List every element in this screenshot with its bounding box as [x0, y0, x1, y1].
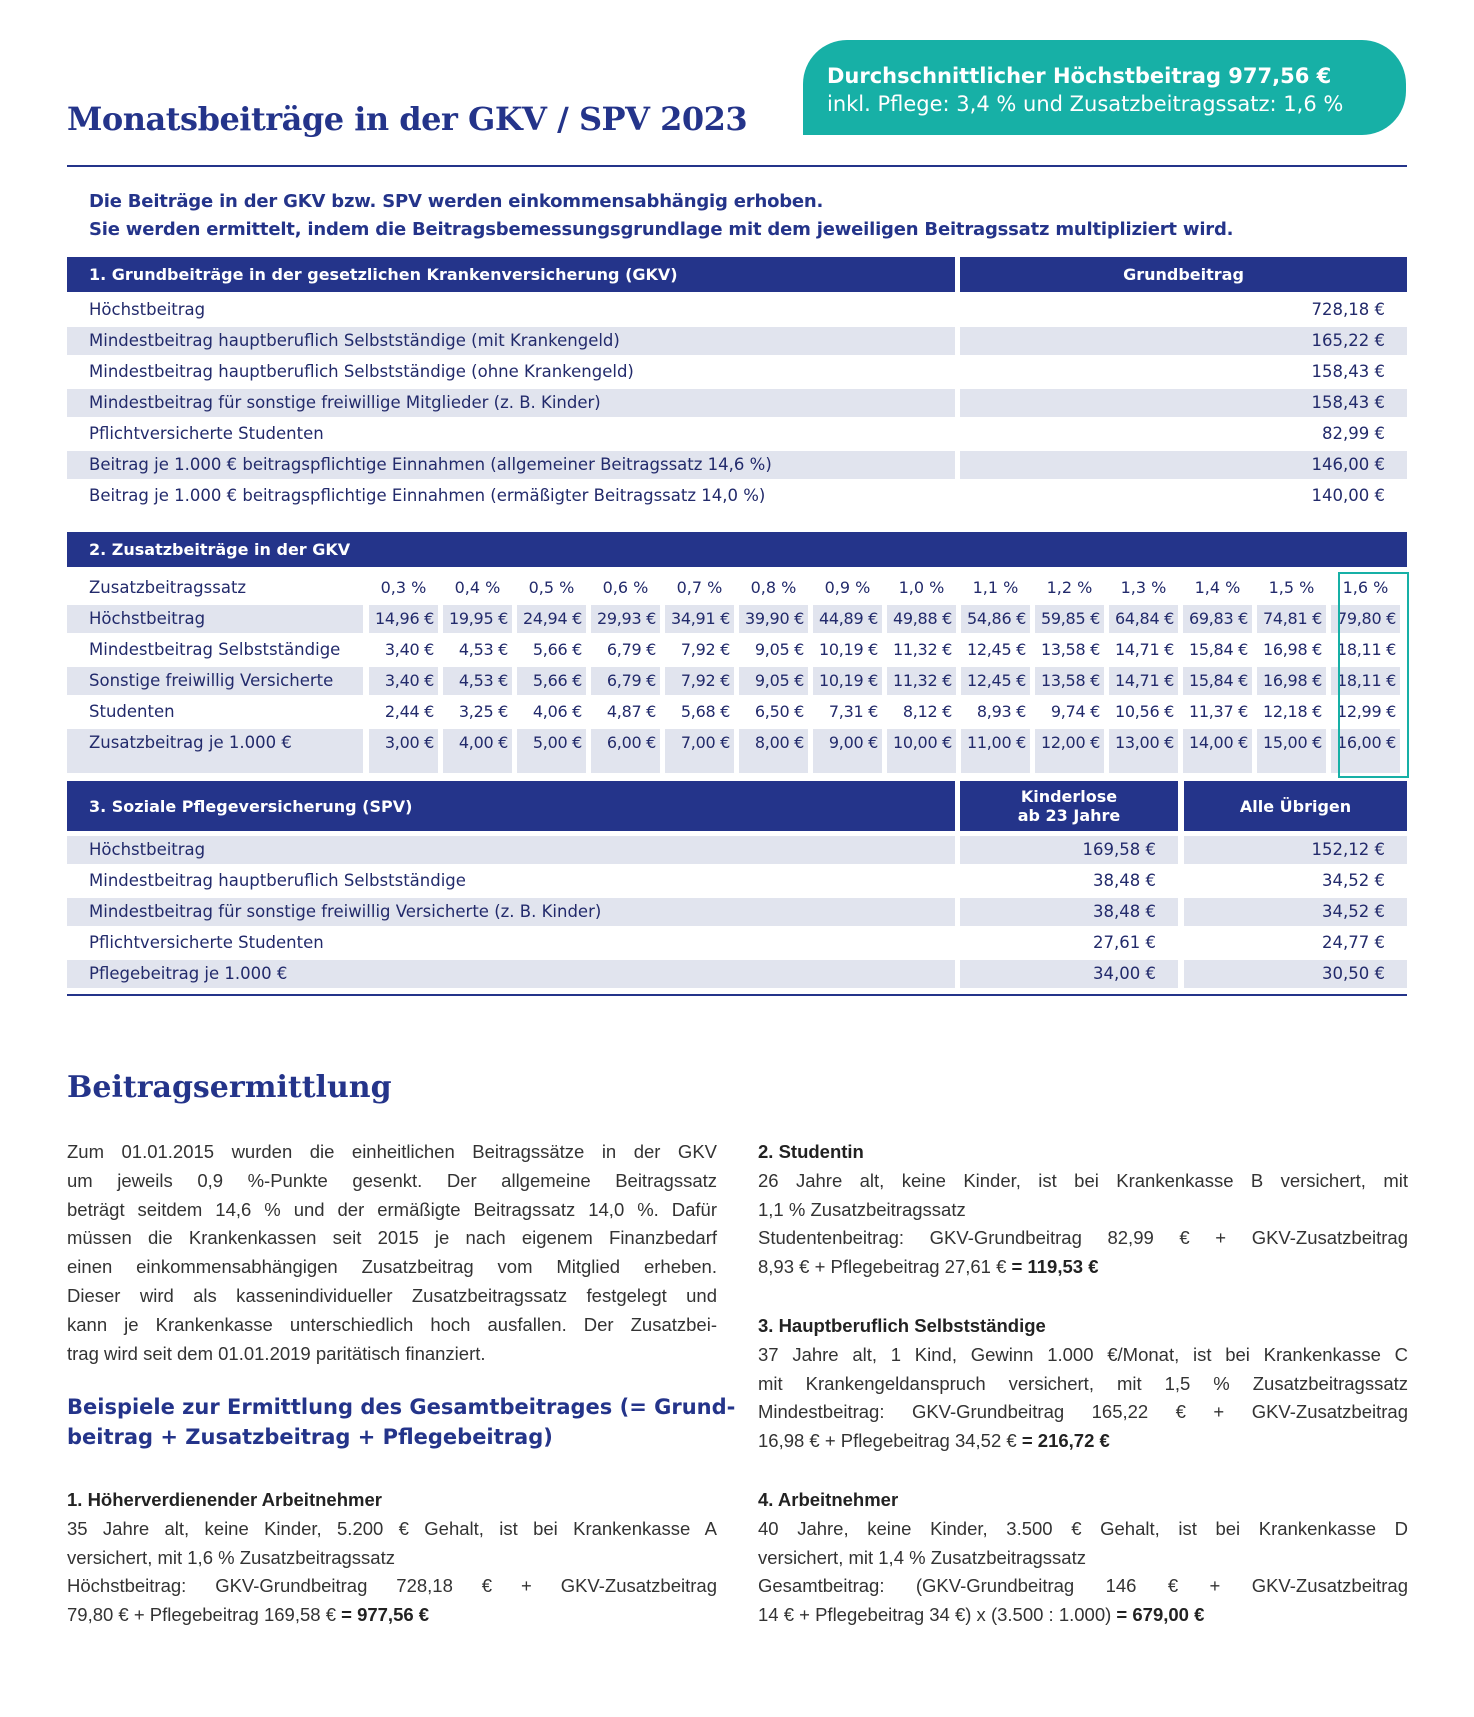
- table2-value-cell: 4,00 €: [443, 729, 512, 773]
- table2-row-label: Mindestbeitrag Selbstständige: [89, 640, 341, 659]
- table2-rate-cell: 1,1 %: [972, 578, 1019, 597]
- table2-value-cell: 19,95 €: [443, 605, 512, 633]
- table3-row-value-childless: 38,48 €: [1093, 871, 1156, 890]
- table2-rate-cell: 1,2 %: [1046, 578, 1093, 597]
- table1-row-label: Mindestbeitrag für sonstige freiwillige Mitglieder (z. B. Kinder): [67, 389, 955, 417]
- example-line: 37 Jahre alt, 1 Kind, Gewinn 1.000 €/Monat, ist bei Krankenkasse C: [758, 1343, 1408, 1365]
- table2-rate-cell: 0,6 %: [602, 578, 649, 597]
- table1-col-heading: Grundbeitrag: [960, 257, 1407, 292]
- table2-rate-cell: 1,3 %: [1120, 578, 1167, 597]
- badge-line-1: Durchschnittlicher Höchstbeitrag 977,56 €: [827, 64, 1332, 88]
- table2-value-cell: 3,40 €: [384, 640, 434, 659]
- paragraph-line: kann je Krankenkasse unterschiedlich hoch ausfallen. Der Zusatzbei-: [67, 1313, 717, 1335]
- table2-value-cell: 14,96 €: [369, 605, 438, 633]
- table2-rate-cell: 0,7 %: [676, 578, 723, 597]
- table1-row-value: 82,99 €: [1322, 424, 1385, 443]
- table3-col1-heading-line2: ab 23 Jahre: [1017, 806, 1121, 825]
- table1-row-value: 146,00 €: [960, 451, 1407, 479]
- table2-value-cell: 6,79 €: [591, 667, 660, 695]
- table2-value-cell: 11,37 €: [1189, 702, 1248, 721]
- example-title: 4. Arbeitnehmer: [758, 1489, 899, 1510]
- table3-col2-heading: Alle Übrigen: [1184, 781, 1407, 831]
- table2-value-cell: 6,00 €: [591, 729, 660, 773]
- table3-row-value-childless: 38,48 €: [960, 898, 1178, 926]
- examples-heading: [67, 1392, 735, 1452]
- example-total: = 216,72 €: [1021, 1430, 1110, 1452]
- table1-row-value: 158,43 €: [1311, 362, 1385, 381]
- paragraph-line: Zum 01.01.2015 wurden die einheitlichen Beitragssätze in der GKV: [67, 1141, 717, 1162]
- table2-value-cell: 8,00 €: [739, 729, 808, 773]
- example-line: Gesamtbeitrag: (GKV-Grundbeitrag 146 € + GKV-Zusatzbeitrag: [758, 1575, 1408, 1597]
- table2-value-cell: 14,71 €: [1109, 667, 1178, 695]
- table3-col1-heading: [960, 781, 1178, 831]
- table1-row-value: 728,18 €: [1311, 300, 1385, 319]
- tables-bottom-divider: [67, 994, 1407, 996]
- table2-value-cell: 8,93 €: [976, 702, 1026, 721]
- table1-row-value: 158,43 €: [960, 389, 1407, 417]
- table2-rate-cell: 0,3 %: [380, 578, 427, 597]
- table2-value-cell: 18,11 €: [1331, 667, 1400, 695]
- paragraph-line: um jeweils 0,9 %-Punkte gesenkt. Der allgemeine Beitragssatz: [67, 1169, 717, 1191]
- example-total: = 679,00 €: [1116, 1604, 1205, 1626]
- table2-value-cell: 12,99 €: [1337, 702, 1396, 721]
- table2-heading: 2. Zusatzbeiträge in der GKV: [67, 532, 1407, 567]
- table2-rate-cell: 1,0 %: [898, 578, 945, 597]
- table2-value-cell: 14,00 €: [1183, 729, 1252, 773]
- table2-value-cell: 6,79 €: [606, 640, 656, 659]
- table2-value-cell: 11,00 €: [961, 729, 1030, 773]
- example-line: Mindestbeitrag: GKV-Grundbeitrag 165,22 € + GKV-Zusatzbeitrag: [758, 1401, 1408, 1423]
- table2-value-cell: 14,71 €: [1115, 640, 1174, 659]
- example-line: 8,93 € + Pflegebeitrag 27,61 €: [758, 1256, 1012, 1278]
- table3-row-value-others: 152,12 €: [1184, 836, 1407, 864]
- section-title: Beitragsermittlung: [67, 1070, 392, 1105]
- table2-value-cell: 3,40 €: [369, 667, 438, 695]
- table2-value-cell: 3,25 €: [458, 702, 508, 721]
- table1-heading: 1. Grundbeiträge in der gesetzlichen Krankenversicherung (GKV): [67, 257, 955, 292]
- table2-value-cell: 6,50 €: [754, 702, 804, 721]
- table2-value-cell: 9,74 €: [1050, 702, 1100, 721]
- paragraph-line: müssen die Krankenkassen seit 2015 je nach eigenem Finanzbedarf: [67, 1227, 717, 1249]
- table2-value-cell: 10,56 €: [1115, 702, 1174, 721]
- table2-value-cell: 7,31 €: [828, 702, 878, 721]
- table1-row-label: Pflichtversicherte Studenten: [89, 424, 324, 443]
- example-title: 2. Studentin: [758, 1141, 864, 1162]
- table2-rate-cell: 0,9 %: [824, 578, 871, 597]
- example-4: [758, 1486, 1408, 1630]
- example-line: 40 Jahre, keine Kinder, 3.500 € Gehalt, ist bei Krankenkasse D: [758, 1517, 1408, 1539]
- table2-row-label: Studenten: [89, 702, 175, 721]
- example-title: 3. Hauptberuflich Selbstständige: [758, 1315, 1046, 1336]
- table2-value-cell: 11,32 €: [893, 640, 952, 659]
- example-3: [758, 1312, 1408, 1456]
- table1-row-label: Mindestbeitrag hauptberuflich Selbstständige (ohne Krankengeld): [89, 362, 634, 381]
- badge-line-2: inkl. Pflege: 3,4 % und Zusatzbeitragssatz: 1,6 %: [827, 92, 1344, 116]
- table3-row-value-others: 34,52 €: [1322, 871, 1385, 890]
- intro-text: [89, 188, 1233, 244]
- table2-value-cell: 18,11 €: [1337, 640, 1396, 659]
- table2-rate-cell: 0,4 %: [454, 578, 501, 597]
- table3-row-value-others: 30,50 €: [1184, 960, 1407, 988]
- title-divider: [67, 165, 1407, 167]
- table2-value-cell: 8,12 €: [902, 702, 952, 721]
- table2-value-cell: 2,44 €: [384, 702, 434, 721]
- page-title: Monatsbeiträge in der GKV / SPV 2023: [67, 100, 748, 138]
- examples-heading-line-2: beitrag + Zusatzbeitrag + Pflegebeitrag): [67, 1425, 553, 1449]
- table2-rate-cell: 1,5 %: [1268, 578, 1315, 597]
- table2-value-cell: 15,84 €: [1189, 640, 1248, 659]
- example-line: Studentenbeitrag: GKV-Grundbeitrag 82,99 € + GKV-Zusatzbeitrag: [758, 1227, 1408, 1249]
- table2-value-cell: 4,87 €: [606, 702, 656, 721]
- example-line: mit Krankengeldanspruch versichert, mit 1,5 % Zusatzbeitragssatz: [758, 1372, 1408, 1394]
- table2-value-cell: 16,00 €: [1331, 729, 1400, 773]
- table2-value-cell: 34,91 €: [665, 605, 734, 633]
- table2-value-cell: 13,58 €: [1041, 640, 1100, 659]
- table2-value-cell: 4,53 €: [443, 667, 512, 695]
- table3-row-value-childless: 34,00 €: [960, 960, 1178, 988]
- table2-value-cell: 29,93 €: [591, 605, 660, 633]
- table2-row-label: Sonstige freiwillig Versicherte: [67, 667, 363, 695]
- table2-value-cell: 7,00 €: [665, 729, 734, 773]
- table2-rate-cell: 1,4 %: [1194, 578, 1241, 597]
- table3-row-label: Höchstbeitrag: [67, 836, 955, 864]
- table2-value-cell: 12,45 €: [961, 667, 1030, 695]
- example-line: 79,80 € + Pflegebeitrag 169,58 €: [67, 1604, 342, 1626]
- example-line: 35 Jahre alt, keine Kinder, 5.200 € Gehalt, ist bei Krankenkasse A: [67, 1517, 717, 1539]
- table3-row-label: Pflichtversicherte Studenten: [89, 933, 324, 952]
- table1-row-value: 140,00 €: [1311, 486, 1385, 505]
- example-line: 26 Jahre alt, keine Kinder, ist bei Krankenkasse B versichert, mit: [758, 1169, 1408, 1191]
- example-line: versichert, mit 1,4 % Zusatzbeitragssatz: [758, 1546, 1086, 1568]
- table2-value-cell: 16,98 €: [1263, 640, 1322, 659]
- example-2: [758, 1138, 1408, 1282]
- example-line: 14 € + Pflegebeitrag 34 €) x (3.500 : 1.000): [758, 1604, 1117, 1626]
- paragraph-line: einen einkommensabhängigen Zusatzbeitrag vom Mitglied erheben.: [67, 1256, 717, 1278]
- average-max-contribution-badge: [803, 40, 1406, 135]
- table2-value-cell: 3,00 €: [369, 729, 438, 773]
- table2-value-cell: 9,05 €: [739, 667, 808, 695]
- table3-heading: 3. Soziale Pflegeversicherung (SPV): [67, 781, 955, 831]
- table3-row-value-childless: 169,58 €: [960, 836, 1178, 864]
- example-line: versichert, mit 1,6 % Zusatzbeitragssatz: [67, 1546, 395, 1568]
- table2-value-cell: 9,05 €: [754, 640, 804, 659]
- table2-value-cell: 7,92 €: [680, 640, 730, 659]
- table2-value-cell: 4,06 €: [532, 702, 582, 721]
- example-line: 16,98 € + Pflegebeitrag 34,52 €: [758, 1430, 1022, 1452]
- table1-row-label: Mindestbeitrag hauptberuflich Selbstständige (mit Krankengeld): [67, 327, 955, 355]
- table2-value-cell: 54,86 €: [961, 605, 1030, 633]
- example-line: Höchstbeitrag: GKV-Grundbeitrag 728,18 € + GKV-Zusatzbeitrag: [67, 1575, 717, 1597]
- section-paragraph: [67, 1138, 717, 1368]
- table2-value-cell: 13,58 €: [1035, 667, 1104, 695]
- table2-value-cell: 5,00 €: [517, 729, 586, 773]
- table2-value-cell: 4,53 €: [458, 640, 508, 659]
- table2-value-cell: 79,80 €: [1331, 605, 1400, 633]
- intro-line-2: Sie werden ermittelt, indem die Beitragsbemessungsgrundlage mit dem jeweiligen Beitragssatz multipliziert wird.: [89, 219, 1234, 240]
- example-1: [67, 1486, 717, 1630]
- intro-line-1: Die Beiträge in der GKV bzw. SPV werden einkommensabhängig erhoben.: [89, 191, 824, 212]
- table2-value-cell: 12,45 €: [967, 640, 1026, 659]
- table2-value-cell: 69,83 €: [1183, 605, 1252, 633]
- table2-value-cell: 64,84 €: [1109, 605, 1178, 633]
- table2-value-cell: 59,85 €: [1035, 605, 1104, 633]
- paragraph-line: trag wird seit dem 01.01.2019 paritätisch finanziert.: [67, 1342, 486, 1364]
- table2-row-label: Zusatzbeitrag je 1.000 €: [67, 729, 363, 773]
- table2-value-cell: 5,66 €: [517, 667, 586, 695]
- table2-value-cell: 15,00 €: [1257, 729, 1326, 773]
- table3-row-value-others: 34,52 €: [1184, 898, 1407, 926]
- table2-value-cell: 5,66 €: [532, 640, 582, 659]
- examples-heading-line-1: Beispiele zur Ermittlung des Gesamtbeitrages (= Grund-: [67, 1395, 736, 1419]
- table2-rate-cell: 0,5 %: [528, 578, 575, 597]
- paragraph-line: Dieser wird als kassenindividueller Zusatzbeitragssatz festgelegt und: [67, 1284, 717, 1306]
- table2-rate-cell: 0,8 %: [750, 578, 797, 597]
- table2-row-label: Höchstbeitrag: [67, 605, 363, 633]
- table1-row-label: Beitrag je 1.000 € beitragspflichtige Einnahmen (allgemeiner Beitragssatz 14,6 %): [67, 451, 955, 479]
- table3-col1-heading-line1: Kinderlose: [1020, 787, 1118, 806]
- example-total: = 119,53 €: [1011, 1256, 1099, 1278]
- table1-row-label: Höchstbeitrag: [89, 300, 206, 319]
- table2-value-cell: 10,19 €: [819, 640, 878, 659]
- example-total: = 977,56 €: [341, 1604, 430, 1626]
- example-title: 1. Höherverdienender Arbeitnehmer: [67, 1489, 382, 1510]
- table2-value-cell: 24,94 €: [517, 605, 586, 633]
- paragraph-line: beträgt seitdem 14,6 % und der ermäßigte Beitragssatz 14,0 %. Dafür: [67, 1198, 717, 1220]
- table2-value-cell: 10,00 €: [887, 729, 956, 773]
- table3-row-label: Mindestbeitrag hauptberuflich Selbstständige: [89, 871, 466, 890]
- table3-row-value-others: 24,77 €: [1322, 933, 1385, 952]
- table2-value-cell: 5,68 €: [680, 702, 730, 721]
- table3-row-label: Pflegebeitrag je 1.000 €: [67, 960, 955, 988]
- table2-value-cell: 12,00 €: [1035, 729, 1104, 773]
- table2-value-cell: 16,98 €: [1257, 667, 1326, 695]
- table2-value-cell: 11,32 €: [887, 667, 956, 695]
- table3-row-value-childless: 27,61 €: [1093, 933, 1156, 952]
- table2-value-cell: 9,00 €: [813, 729, 882, 773]
- table2-value-cell: 39,90 €: [739, 605, 808, 633]
- table2-value-cell: 12,18 €: [1263, 702, 1322, 721]
- table2-rate-cell: 1,6 %: [1342, 578, 1389, 597]
- table2-rate-label: Zusatzbeitragssatz: [89, 578, 247, 597]
- table1-row-label: Beitrag je 1.000 € beitragspflichtige Einnahmen (ermäßigter Beitragssatz 14,0 %): [89, 486, 766, 505]
- table2-value-cell: 74,81 €: [1257, 605, 1326, 633]
- example-line: 1,1 % Zusatzbeitragssatz: [758, 1198, 966, 1220]
- table2-value-cell: 49,88 €: [887, 605, 956, 633]
- table2-value-cell: 13,00 €: [1109, 729, 1178, 773]
- table2-value-cell: 15,84 €: [1183, 667, 1252, 695]
- table2-value-cell: 7,92 €: [665, 667, 734, 695]
- table1-row-value: 165,22 €: [960, 327, 1407, 355]
- table2-value-cell: 10,19 €: [813, 667, 882, 695]
- table3-row-label: Mindestbeitrag für sonstige freiwillig Versicherte (z. B. Kinder): [67, 898, 955, 926]
- table2-value-cell: 44,89 €: [813, 605, 882, 633]
